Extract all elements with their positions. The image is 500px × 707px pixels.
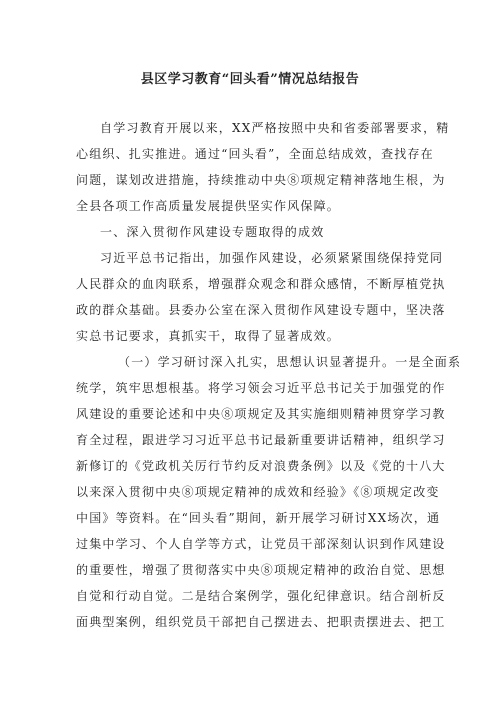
paragraph-line: 面典型案例，组织党员干部把自己摆进去、把职责摆进去、把工 bbox=[76, 615, 446, 629]
paragraph-line: 统学，筑牢思想根基。将学习领会习近平总书记关于加强党的作 bbox=[76, 381, 446, 395]
paragraph-line: 全县各项工作高质量发展提供坚实作风保障。 bbox=[76, 199, 341, 213]
paragraph-line: 中国》等资料。在“回头看”期间，新开展学习研讨XX场次，通 bbox=[76, 511, 441, 525]
paragraph-line: 政的群众基础。县委办公室在深入贯彻作风建设专题中，坚决落 bbox=[76, 303, 446, 317]
paragraph-line: 自觉和行动自觉。二是结合案例学，强化纪律意识。结合剖析反 bbox=[76, 589, 446, 603]
paragraph-line: 习近平总书记指出，加强作风建设，必须紧紧围绕保持党同 bbox=[100, 251, 444, 265]
paragraph-line: 的重要性，增强了贯彻落实中央⑧项规定精神的政治自觉、思想 bbox=[76, 563, 446, 577]
paragraph-line: 新修订的《党政机关厉行节约反对浪费条例》以及《党的十八大 bbox=[76, 459, 446, 473]
paragraph-line: 实总书记要求，真抓实干，取得了显著成效。 bbox=[76, 329, 341, 343]
paragraph-line: 以来深入贯彻中央⑧项规定精神的成效和经验》《⑧项规定改变 bbox=[76, 485, 440, 499]
subsection-heading-line: （一）学习研讨深入扎实，思想认识显著提升。一是全面系 bbox=[118, 355, 462, 369]
paragraph-line: 问题，谋划改进措施，持续推动中央⑧项规定精神落地生根，为 bbox=[76, 173, 446, 187]
paragraph-line: 育全过程，跟进学习习近平总书记最新重要讲话精神，组织学习 bbox=[76, 433, 446, 447]
paragraph-line: 风建设的重要论述和中央⑧项规定及其实施细则精神贯穿学习教 bbox=[76, 407, 446, 421]
paragraph-line: 过集中学习、个人自学等方式，让党员干部深刻认识到作风建设 bbox=[76, 537, 446, 551]
paragraph-line: 人民群众的血肉联系，增强群众观念和群众感情，不断厚植党执 bbox=[76, 277, 446, 291]
section-heading: 一、深入贯彻作风建设专题取得的成效 bbox=[100, 225, 325, 239]
paragraph-line: 心组织、扎实推进。通过“回头看”，全面总结成效，查找存在 bbox=[76, 147, 434, 161]
paragraph-line: 自学习教育开展以来，XX严格按照中央和省委部署要求，精 bbox=[100, 121, 450, 135]
document-title: 县区学习教育“回头看”情况总结报告 bbox=[140, 72, 360, 87]
